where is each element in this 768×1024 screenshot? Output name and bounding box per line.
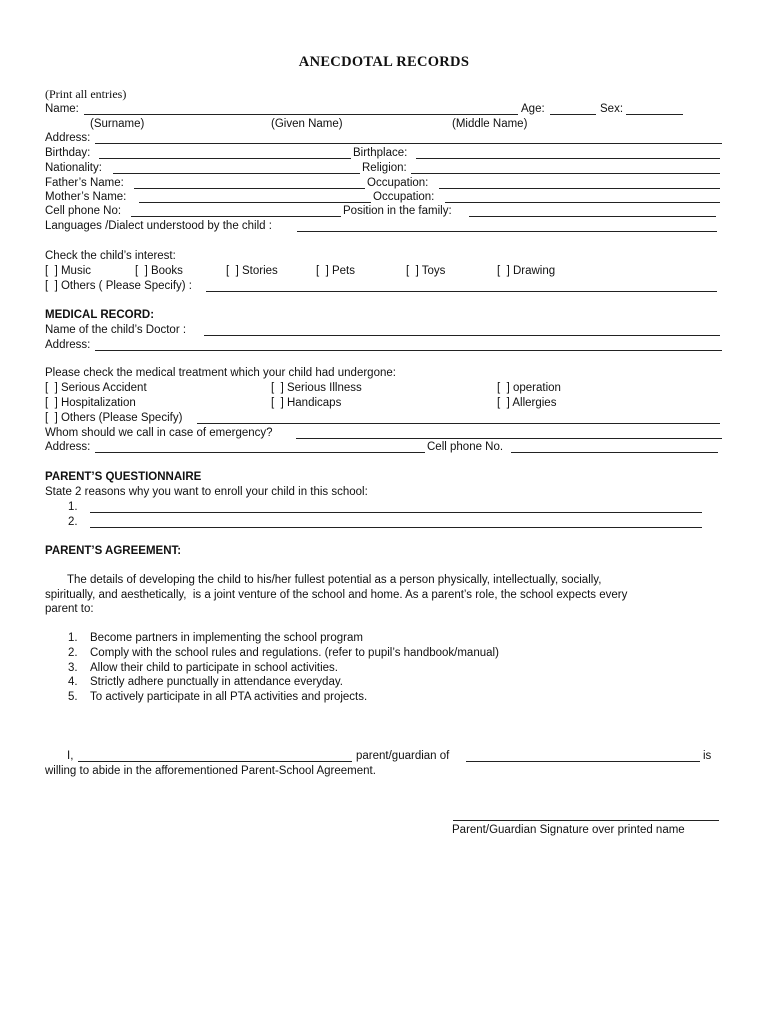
agreement-item-text: To actively participate in all PTA activities and projects. — [90, 691, 368, 703]
handicaps-checkbox[interactable]: [ ] Handicaps — [271, 397, 342, 409]
name-label: Name: — [45, 103, 79, 115]
father-occupation-label: Occupation: — [367, 177, 429, 189]
position-in-family-field[interactable] — [469, 216, 716, 217]
questionnaire-heading: PARENT’S QUESTIONNAIRE — [45, 471, 202, 483]
interest-drawing-checkbox[interactable]: [ ] Drawing — [497, 265, 556, 277]
emergency-cell-label: Cell phone No. — [427, 441, 504, 453]
religion-field[interactable] — [411, 173, 720, 174]
agreement-heading: PARENT’S AGREEMENT: — [45, 545, 182, 557]
birthday-label: Birthday: — [45, 147, 91, 159]
doctor-address-field[interactable] — [95, 350, 722, 351]
agreement-paragraph-line-1: The details of developing the child to his/her fullest potential as a person physically, intellectually, socially, — [67, 574, 602, 586]
cell-phone-label: Cell phone No: — [45, 205, 122, 217]
signature-line[interactable] — [453, 820, 719, 821]
father-name-label: Father’s Name: — [45, 177, 124, 189]
mother-occupation-field[interactable] — [445, 202, 720, 203]
agreement-item-number: 4. — [68, 676, 78, 688]
emergency-label: Whom should we call in case of emergency? — [45, 427, 273, 439]
interest-heading: Check the child’s interest: — [45, 250, 176, 262]
religion-label: Religion: — [362, 162, 407, 174]
agreement-item-text: Become partners in implementing the school program — [90, 632, 363, 644]
languages-label: Languages /Dialect understood by the child : — [45, 220, 272, 232]
nationality-label: Nationality: — [45, 162, 102, 174]
agreement-is-label: is — [703, 750, 712, 762]
birthplace-label: Birthplace: — [353, 147, 408, 159]
address-field[interactable] — [95, 143, 722, 144]
sex-field[interactable] — [626, 114, 683, 115]
interest-books-checkbox[interactable]: [ ] Books — [135, 265, 183, 277]
agreement-paragraph-line-2: spiritually, and aesthetically, is a joint venture of the school and home. As a parent’s role, the school expects every — [45, 589, 628, 601]
interest-others-checkbox[interactable]: [ ] Others ( Please Specify) : — [45, 280, 192, 292]
interest-pets-checkbox[interactable]: [ ] Pets — [316, 265, 355, 277]
age-field[interactable] — [550, 114, 596, 115]
birthday-field[interactable] — [99, 158, 351, 159]
languages-field[interactable] — [297, 231, 717, 232]
guardian-of-label: parent/guardian of — [356, 750, 450, 762]
allergies-checkbox[interactable]: [ ] Allergies — [497, 397, 557, 409]
emergency-cell-field[interactable] — [511, 452, 718, 453]
medical-others-checkbox[interactable]: [ ] Others (Please Specify) — [45, 412, 183, 424]
agreement-item-number: 2. — [68, 647, 78, 659]
doctor-address-label: Address: — [45, 339, 91, 351]
agreement-item-number: 5. — [68, 691, 78, 703]
father-occupation-field[interactable] — [439, 188, 720, 189]
sex-label: Sex: — [600, 103, 624, 115]
age-label: Age: — [521, 103, 545, 115]
interest-toys-checkbox[interactable]: [ ] Toys — [406, 265, 446, 277]
hospitalization-checkbox[interactable]: [ ] Hospitalization — [45, 397, 136, 409]
interest-stories-checkbox[interactable]: [ ] Stories — [226, 265, 278, 277]
surname-caption: (Surname) — [90, 118, 145, 130]
medical-record-heading: MEDICAL RECORD: — [45, 309, 155, 321]
middle-name-caption: (Middle Name) — [452, 118, 528, 130]
operation-checkbox[interactable]: [ ] operation — [497, 382, 561, 394]
reason-number-2: 2. — [68, 516, 78, 528]
address-label: Address: — [45, 132, 91, 144]
doctor-field[interactable] — [204, 335, 720, 336]
emergency-contact-field[interactable] — [296, 438, 722, 439]
agreement-willing-text: willing to abide in the afforementioned Parent-School Agreement. — [45, 765, 376, 777]
agreement-item-text: Comply with the school rules and regulations. (refer to pupil’s handbook/manual) — [90, 647, 499, 659]
reason-number-1: 1. — [68, 501, 78, 513]
reason-1-field[interactable] — [90, 512, 702, 513]
agreement-item-text: Strictly adhere punctually in attendance everyday. — [90, 676, 343, 688]
agreement-item-number: 3. — [68, 662, 78, 674]
serious-accident-checkbox[interactable]: [ ] Serious Accident — [45, 382, 147, 394]
emergency-address-field[interactable] — [95, 452, 425, 453]
interest-others-field[interactable] — [206, 291, 717, 292]
agreement-item-text: Allow their child to participate in school activities. — [90, 662, 339, 674]
medical-others-field[interactable] — [197, 423, 720, 424]
father-name-field[interactable] — [134, 188, 365, 189]
cell-phone-field[interactable] — [131, 216, 341, 217]
treatment-prompt: Please check the medical treatment which your child had undergone: — [45, 367, 396, 379]
agreement-paragraph-line-3: parent to: — [45, 603, 94, 615]
print-note: (Print all entries) — [45, 87, 127, 101]
emergency-address-label: Address: — [45, 441, 91, 453]
parent-name-field[interactable] — [78, 761, 352, 762]
doctor-label: Name of the child’s Doctor : — [45, 324, 187, 336]
agreement-i-label: I, — [67, 750, 74, 762]
mother-name-field[interactable] — [139, 202, 371, 203]
form-title: ANECDOTAL RECORDS — [298, 54, 470, 70]
agreement-item-number: 1. — [68, 632, 78, 644]
questionnaire-prompt: State 2 reasons why you want to enroll your child in this school: — [45, 486, 368, 498]
mother-occupation-label: Occupation: — [373, 191, 435, 203]
position-in-family-label: Position in the family: — [343, 205, 452, 217]
mother-name-label: Mother’s Name: — [45, 191, 127, 203]
reason-2-field[interactable] — [90, 527, 702, 528]
name-field[interactable] — [84, 114, 518, 115]
interest-music-checkbox[interactable]: [ ] Music — [45, 265, 92, 277]
serious-illness-checkbox[interactable]: [ ] Serious Illness — [271, 382, 362, 394]
nationality-field[interactable] — [113, 173, 360, 174]
given-name-caption: (Given Name) — [271, 118, 343, 130]
child-name-field[interactable] — [466, 761, 700, 762]
birthplace-field[interactable] — [416, 158, 720, 159]
signature-caption: Parent/Guardian Signature over printed name — [452, 824, 685, 836]
